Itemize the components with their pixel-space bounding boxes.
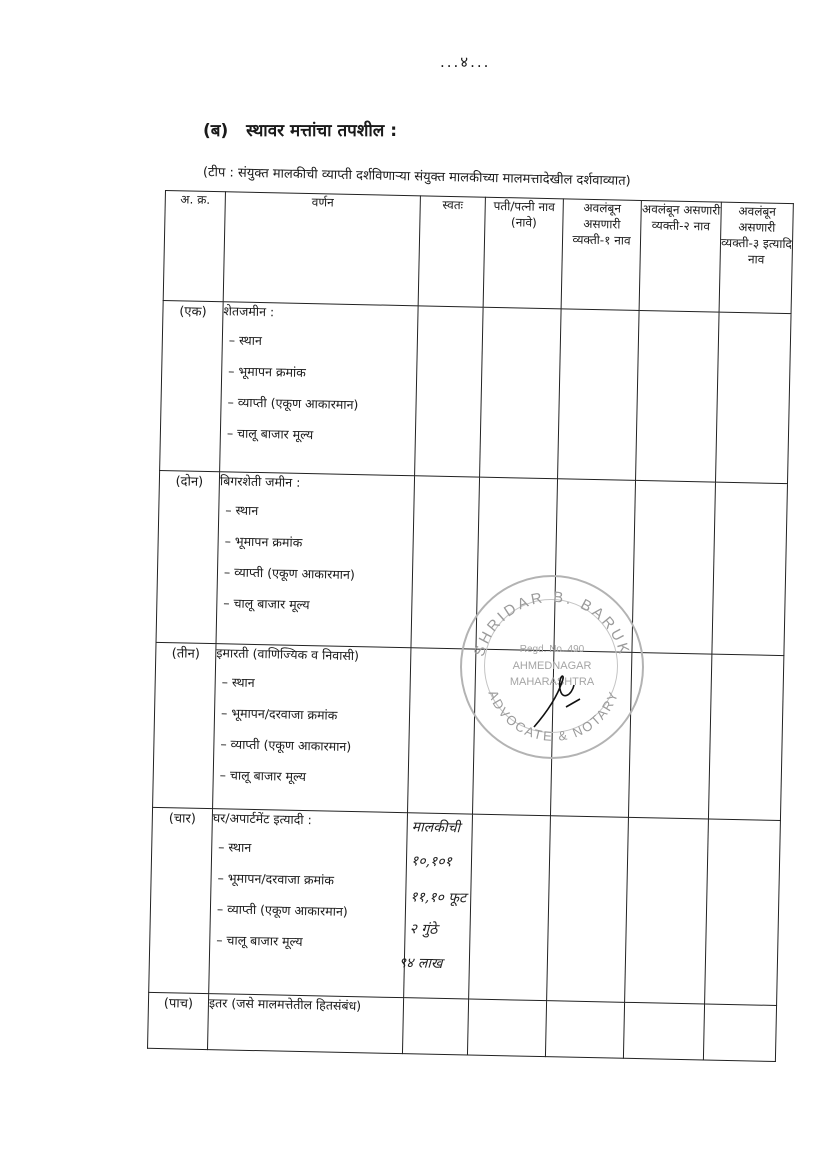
- empty-cell: [469, 814, 551, 1001]
- stamp-city: AHMEDNAGAR: [512, 660, 592, 672]
- row-category: इमारती (वाणिज्यिक व निवासी): [216, 645, 360, 664]
- handwritten-entry: ११,१० फूट: [410, 889, 467, 907]
- row-category: घर/अपार्टमेंट इत्यादी :: [212, 810, 312, 828]
- handwritten-entry: २ गुंठे: [409, 921, 438, 938]
- row-item: – व्याप्ती (एकूण आकारमान): [220, 736, 352, 755]
- table-row: [149, 807, 781, 1005]
- row-item: – स्थान: [221, 674, 255, 690]
- section-heading: [203, 118, 397, 141]
- notary-stamp: [460, 575, 644, 759]
- row-item: – चालू बाजार मूल्य: [226, 425, 314, 443]
- column-header-self: स्वतः: [418, 196, 485, 307]
- row-item: – चालू बाजार मूल्य: [219, 767, 307, 785]
- empty-cell: [467, 999, 546, 1057]
- row-item: – व्याप्ती (एकूण आकारमान): [216, 901, 348, 919]
- column-header-spouse: पती/पत्नी नाव (नावे): [483, 197, 563, 309]
- page-number: ...४...: [440, 53, 491, 71]
- empty-cell: [705, 819, 781, 1005]
- row-item: – चालू बाजार मूल्य: [223, 595, 310, 613]
- row-serial: (चार): [149, 807, 213, 993]
- row-description: [208, 994, 404, 1054]
- stamp-name: SHRIDAR B. BARUK: [470, 588, 634, 659]
- empty-cell: [703, 1004, 776, 1061]
- table-row: [148, 992, 777, 1061]
- row-category: इतर (जसे मालमत्तेतील हितसंबंध): [208, 995, 362, 1014]
- row-item: – व्याप्ती (एकूण आकारमान): [227, 394, 359, 413]
- stamp-state: MAHARASHTRA: [509, 676, 595, 688]
- column-header-dependent-2: अवलंबून असणारी व्यक्ती-२ नाव: [639, 200, 721, 312]
- row-item: – भूमापन क्रमांक: [228, 363, 307, 380]
- row-description: [213, 644, 411, 813]
- table-row: [160, 300, 791, 483]
- handwritten-entry: १०,१०१: [410, 853, 453, 871]
- empty-cell: [632, 480, 716, 654]
- empty-cell: [625, 817, 709, 1004]
- empty-cell: [708, 654, 783, 820]
- stamp-role: ADVOCATE & NOTARY: [485, 688, 622, 744]
- column-header-sr: अ. क्र.: [163, 191, 225, 302]
- stamp-graphic: [462, 577, 642, 757]
- row-description: [216, 472, 415, 648]
- instruction-note: (टीप : संयुक्त मालकीची व्याप्ती दर्शविणाऱ्या संयुक्त मालकीच्या मालमत्तादेखील दर्शवाव्यात): [202, 165, 631, 189]
- handwritten-entry: मालकीची: [411, 819, 461, 837]
- empty-cell: [716, 312, 792, 483]
- row-description: [220, 302, 419, 476]
- empty-cell: [480, 307, 562, 479]
- table-header-row: [163, 191, 793, 314]
- row-item: – भूमापन क्रमांक: [224, 533, 303, 550]
- stamp-regd: Regd. No. 490: [519, 644, 585, 655]
- handwritten-entry: ९४ लाख: [398, 955, 443, 972]
- row-serial: (एक): [160, 300, 224, 471]
- row-item: – चालू बाजार मूल्य: [216, 932, 303, 950]
- svg-text:ADVOCATE & NOTARY: [485, 688, 621, 744]
- row-item: – स्थान: [218, 839, 252, 855]
- empty-cell: [712, 482, 788, 655]
- row-description: [209, 809, 408, 998]
- empty-cell: [547, 816, 629, 1003]
- row-serial: (दोन): [156, 470, 220, 643]
- section-title: स्थावर मत्तांचा तपशील :: [246, 121, 398, 141]
- empty-cell: [545, 1001, 624, 1059]
- row-category: बिगरशेती जमीन :: [219, 473, 301, 490]
- empty-cell: [415, 306, 484, 477]
- self-ownership-cell: [398, 813, 473, 999]
- row-item: – स्थान: [228, 332, 263, 349]
- row-item: – स्थान: [225, 502, 259, 519]
- column-header-dependent-1: अवलंबून असणारी व्यक्ती-१ नाव: [561, 199, 641, 311]
- row-serial: (पाच): [148, 992, 209, 1049]
- row-item: – व्याप्ती (एकूण आकारमान): [223, 564, 355, 583]
- column-header-description: वर्णन: [223, 192, 420, 306]
- empty-cell: [636, 310, 720, 482]
- row-category: शेतजमीन :: [223, 303, 275, 320]
- empty-cell: [623, 1002, 704, 1060]
- row-item: – भूमापन/दरवाजा क्रमांक: [220, 705, 338, 723]
- empty-cell: [558, 309, 640, 481]
- empty-cell: [402, 998, 468, 1055]
- section-label: (ब): [203, 121, 229, 141]
- row-item: – भूमापन/दरवाजा क्रमांक: [217, 870, 335, 888]
- column-header-dependent-3: अवलंबून असणारी व्यक्ती-३ इत्यादि नाव: [719, 202, 793, 313]
- row-serial: (तीन): [153, 642, 216, 808]
